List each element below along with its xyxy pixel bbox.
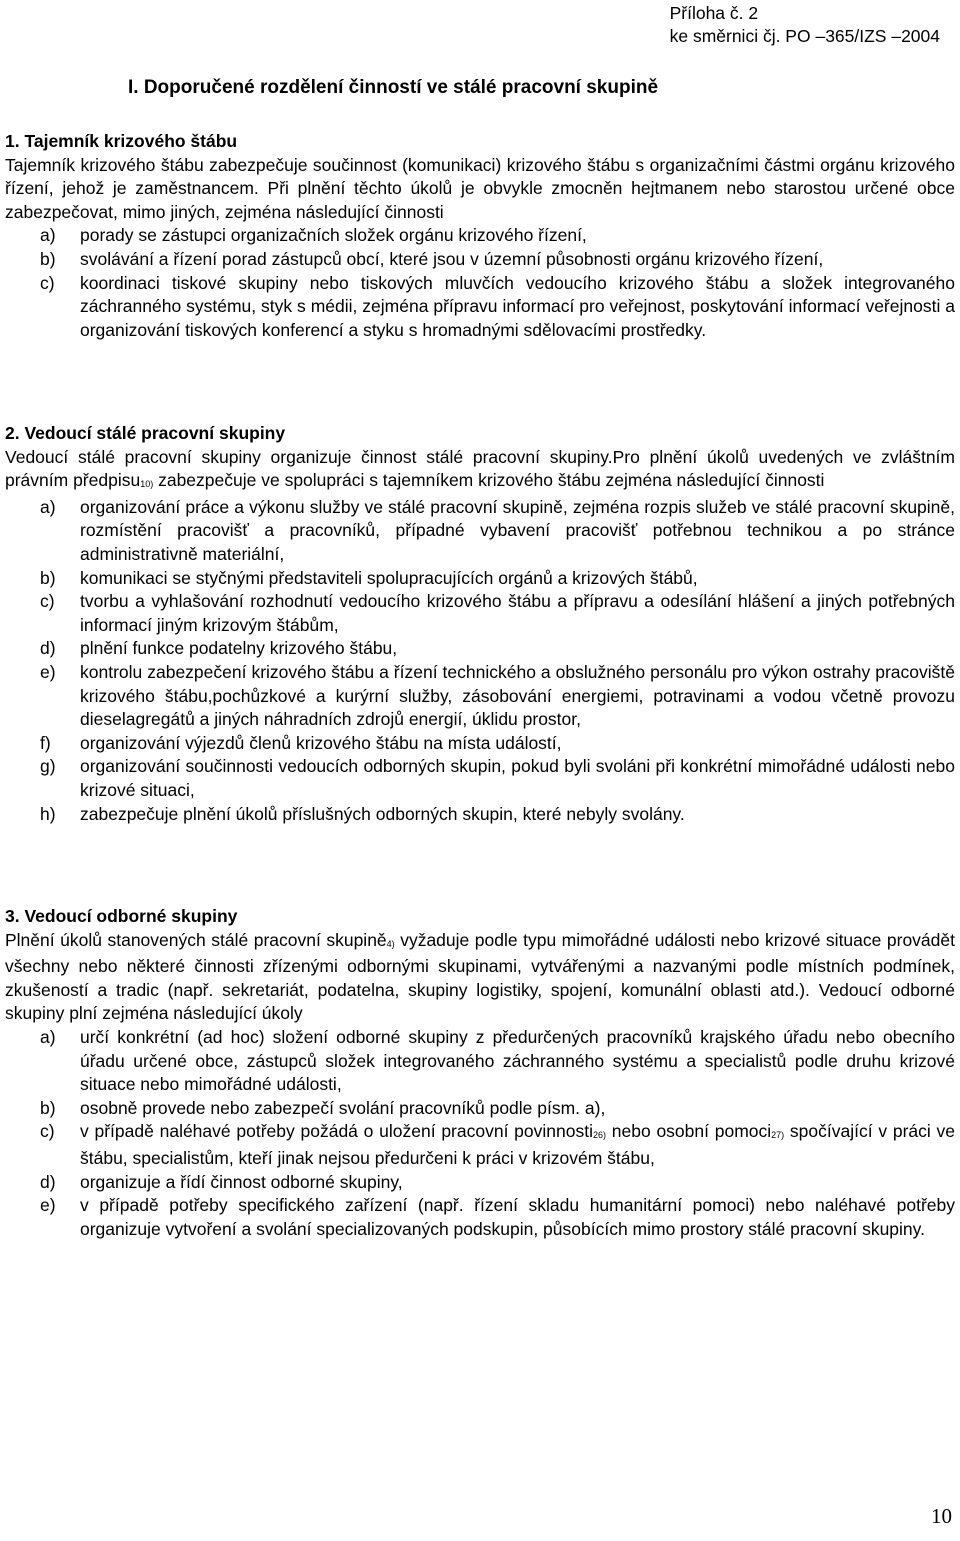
section-3 (5, 905, 955, 1241)
list-item-label: a) (40, 1026, 56, 1047)
list-item-label: a) (40, 225, 56, 246)
list-item-label: g) (40, 756, 56, 777)
list-item-text: plnění funkce podatelny krizového štábu, (80, 638, 398, 659)
list-item-text: kontrolu zabezpečení krizového štábu a řízení technického a obslužného personálu pro výkon ostrahy pracoviště krizového štábu,pochůzkové a kurýrní služby, zásobování energiemi, potravinami a vodou včetně provozu dieselagregátů a jiných náhradních zdrojů energií, úklidu prostor, (80, 661, 955, 730)
list-item-text (80, 1120, 955, 1170)
section-1 (5, 130, 955, 342)
footnote-ref: 4) (386, 938, 395, 949)
list-item-label: e) (40, 661, 56, 682)
section-1-title: 1. Tajemník krizového štábu (5, 131, 238, 151)
list-item-label: b) (40, 567, 56, 588)
list-item-text: organizování součinnosti vedoucích odborných skupin, pokud byli svoláni při konkrétní mimořádné události nebo krizové situaci, (80, 756, 955, 800)
list-item-label: c) (40, 272, 55, 293)
list-item-text: koordinaci tiskové skupiny nebo tiskových mluvčích vedoucího krizového štábu a složek integrovaného záchranného systému, styk s médii, zejména přípravu informací pro veřejnost, poskytování informací veřejnosti a organizování tiskových konferencí a styku s hromadnými sdělovacími prostředky. (80, 272, 955, 340)
list-item (5, 496, 955, 567)
list-item (5, 661, 955, 732)
list-item-text: svolávání a řízení porad zástupců obcí, které jsou v územní působnosti orgánu krizového řízení, (80, 248, 824, 269)
list-item-label: h) (40, 803, 56, 824)
section-2-title: 2. Vedoucí stálé pracovní skupiny (5, 423, 286, 443)
list-item-label: f) (40, 732, 51, 753)
list-item (5, 755, 955, 802)
list-item (5, 732, 955, 756)
list-item-text-part: spočívající v práci ve štábu, specialistům, kteří jinak nejsou předurčeni k práci v krizovém štábu, (80, 1121, 955, 1168)
list-item-text-part: v případě naléhavé potřeby požádá o uložení pracovní povinnosti (80, 1121, 593, 1142)
list-item-text: organizuje a řídí činnost odborné skupiny, (80, 1171, 403, 1192)
list-item-text: v případě potřeby specifického zařízení (např. řízení skladu humanitární pomoci) nebo naléhavé potřeby organizuje vytvoření a svolání specializovaných podskupin, působících mimo prostory stálé pracovní skupiny. (80, 1195, 955, 1239)
list-item-label: c) (40, 1121, 55, 1142)
section-3-paragraph-text-1: Plnění úkolů stanovených stálé pracovní skupině (5, 929, 387, 950)
list-item-label: b) (40, 248, 56, 269)
list-item-text: organizování práce a výkonu služby ve stálé pracovní skupině, zejména rozpis služeb ve stálé pracovní skupině, rozmístění pracovišť a pracovníků, případné vybavení pracovišť potřebnou technikou a po stránce administrativně materiální, (80, 496, 955, 564)
list-item-text: zabezpečuje plnění úkolů příslušných odborných skupin, které nebyly svolány. (80, 803, 685, 824)
list-item (5, 224, 955, 248)
page-number: 10 (931, 1504, 952, 1528)
list-item (5, 1026, 955, 1097)
list-item-text: určí konkrétní (ad hoc) složení odborné skupiny z předurčených pracovníků krajského úřadu nebo obecního úřadu určené obce, zástupců složek integrovaného záchranného systému a specialistů podle druhu krizové situace nebo mimořádné události, (80, 1026, 955, 1095)
list-item-text: osobně provede nebo zabezpečí svolání pracovníků podle písm. a), (80, 1097, 606, 1118)
list-item (5, 1097, 955, 1121)
section-3-paragraph-text-2: vyžaduje podle typu mimořádné události nebo krizové situace provádět všechny nebo některé činnosti zřízenými odbornými skupinami, vytvářenými a nazvanými podle místních podmínek, zkušeností a tradic (např. sekretariát, podatelna, skupiny logistiky, spojení, komunální oblasti atd.). Vedoucí odborné skupiny plní zejména následující úkoly (5, 929, 955, 1024)
list-item (5, 248, 955, 272)
list-item-label: a) (40, 496, 56, 517)
section-2-paragraph-text-2: zabezpečuje ve spolupráci s tajemníkem krizového štábu zejména následující činnosti (153, 470, 825, 491)
list-item-label: e) (40, 1195, 56, 1216)
section-2-paragraph (5, 446, 955, 496)
section-2-paragraph-text-1: Vedoucí stálé pracovní skupiny organizuje činnost stálé pracovní skupiny.Pro plnění úkolů uvedených ve zvláštním právním předpisu (5, 446, 955, 491)
annex-line-1: Příloha č. 2 (669, 3, 759, 23)
footnote-ref: 26) (593, 1130, 607, 1141)
list-item (5, 1194, 955, 1241)
list-item (5, 1171, 955, 1195)
page-heading: I. Doporučené rozdělení činností ve stálé pracovní skupině (128, 77, 659, 98)
annex-header (670, 2, 940, 48)
section-3-list (5, 1026, 955, 1241)
list-item-label: d) (40, 638, 56, 659)
list-item (5, 637, 955, 661)
section-1-paragraph: Tajemník krizového štábu zabezpečuje součinnost (komunikaci) krizového štábu s organizačními částmi orgánu krizového řízení, jehož je zaměstnancem. Při plnění těchto úkolů je obvykle zmocněn hejtmanem nebo starostou určené obce zabezpečovat, mimo jiných, zejména následující činnosti (5, 154, 955, 222)
list-item-text-part: nebo osobní pomoci (606, 1121, 772, 1142)
footnote-ref: 27) (771, 1130, 785, 1141)
annex-line-2: ke směrnici čj. PO –365/IZS –2004 (669, 26, 940, 46)
list-item (5, 272, 955, 343)
section-2-list (5, 496, 955, 826)
list-item (5, 590, 955, 637)
list-item-label: c) (40, 591, 55, 612)
section-3-title: 3. Vedoucí odborné skupiny (5, 906, 238, 926)
list-item-text: komunikaci se styčnými představiteli spolupracujících orgánů a krizových štábů, (80, 567, 698, 588)
section-2 (5, 422, 955, 826)
list-item-text: organizování výjezdů členů krizového štábu na místa událostí, (80, 732, 562, 753)
list-item-text: porady se zástupci organizačních složek orgánu krizového řízení, (80, 225, 587, 246)
section-1-list (5, 224, 955, 342)
list-item-label: b) (40, 1097, 56, 1118)
list-item-label: d) (40, 1171, 56, 1192)
list-item (5, 567, 955, 591)
list-item (5, 1120, 955, 1170)
section-3-paragraph (5, 929, 955, 1026)
list-item (5, 803, 955, 827)
footnote-ref: 10) (140, 479, 154, 490)
list-item-text: tvorbu a vyhlašování rozhodnutí vedoucího krizového štábu a přípravu a odesílání hlášení a jiných potřebných informací jiným krizovým štábům, (80, 591, 955, 635)
